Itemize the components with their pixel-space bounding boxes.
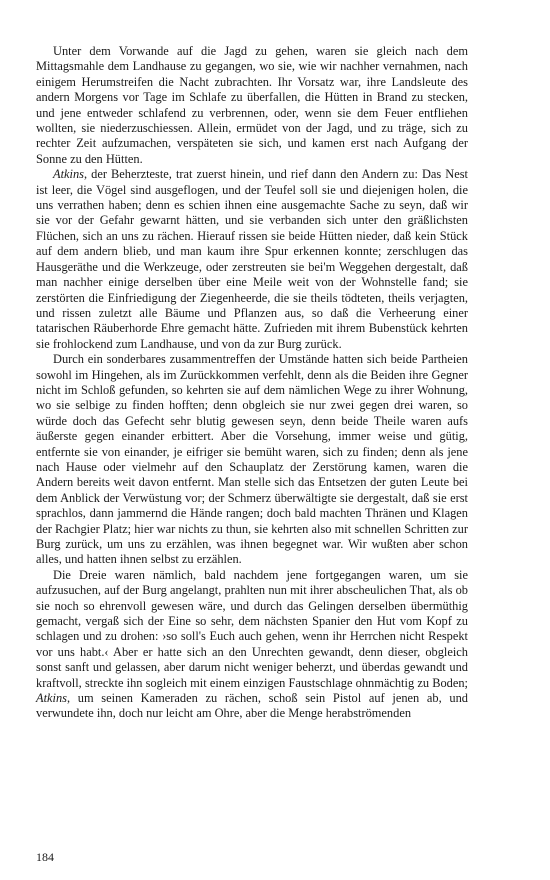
paragraph-4 xyxy=(36,568,468,722)
paragraph-1-text: Unter dem Vorwande auf die Jagd zu gehen, waren sie gleich nach dem Mittagsmahle dem Landhause zu gegangen, wo sie, wie wir nachher vernahmen, nach einigem Herumstreifen die Nacht zubrachten. Ihr Vorsatz war, ihre Landsleute des andern Morgens vor Tage im Schlafe zu überfallen, die Hütten in Brand zu stecken, und jene entweder schlafend zu verbrennen, oder, wenn sie dem Feuer entfliehen wollten, sie niederzuschiessen. Allein, ermüdet von der Jagd, und zu träge, sich zu rechter Zeit aufzumachen, verspäteten sie sich, und kamen erst nach Aufgang der Sonne zu den Hütten. xyxy=(36,44,468,166)
paragraph-1 xyxy=(36,44,468,167)
page-number: 184 xyxy=(36,850,54,864)
paragraph-3-text: Durch ein sonderbares zusammentreffen der Umstände hatten sich beide Partheien sowohl im Hingehen, als im Zurückkommen verfehlt, denn als die Beiden ihre Gegner nicht im Schloß gefunden, so kehrten sie auf dem nämlichen Wege zu ihrer Wohnung, wo sie selbige zu finden hofften; denn obgleich sie nur zwei gegen drei waren, so würde doch das Gefecht sehr blutig gewesen seyn, denn beide Theile waren aufs äußerste gegen einander erbittert. Aber die Vorsehung, immer weise und gütig, entfernte sie von einander, je eifriger sie bemüht waren, sich zu finden; denn als jene nach Hause oder vielmehr auf den Schauplatz der Zerstörung kamen, waren die Andern bereits weit davon entfernt. Man stelle sich das Entsetzen der guten Leute bei dem Anblick der Verwüstung vor; der Schmerz überwältigte sie dergestalt, daß sie erst sprachlos, dann jammernd die Hände rangen; doch bald machten Thränen und Klagen der Rachgier Platz; hier war nichts zu thun, sie kehrten also mit schnellen Schritten zur Burg zurück, um uns zu erzählen, was ihnen begegnet war. Wir wußten aber schon alles, und hatten ihnen selbst zu erzählen. xyxy=(36,352,468,567)
paragraph-2-text: , der Beherzteste, trat zuerst hinein, und rief dann den Andern zu: Das Nest ist leer, die Vögel sind ausgeflogen, und der Teufel soll sie und diejenigen holen, die uns verrathen haben; denn es schien ihnen eine ausgemachte Sache zu seyn, daß wir sie vor der Gefahr gewarnt hätten, und sie verbanden sich unter den gräßlichsten Flüchen, sich an uns zu rächen. Hierauf rissen sie beide Hütten nieder, daß kein Stück auf dem andern blieb, und man kaum ihre Spur erkennen konnte; zerschlugen das Hausgeräthe und die Werkzeuge, oder zerstreuten sie bei'm Weggehen dergestalt, daß man nachher einige derselben über eine Meile weit von der Wohnstelle fand; sie zerstörten die Einfriedigung der Ziegenheerde, die sie theils tödteten, theils verjagten, und rissen zuletzt alle Bäume und Pflanzen aus, so daß die Verheerung einer tatarischen Räuberhorde Ehre gemacht hätte. Zufrieden mit ihrem Bubenstück kehrten sie frohlockend zum Landhause, und von da zur Burg zurück. xyxy=(36,167,468,351)
paragraph-4-continuation-text: , um seinen Kameraden zu rächen, schoß sein Pistol auf jenen ab, und verwundete ihn, doch nur leicht am Ohre, aber die Menge herabströmenden xyxy=(36,691,468,721)
paragraph-4-continuation-lead: Atkins xyxy=(36,691,67,706)
paragraph-4-text: Die Dreie waren nämlich, bald nachdem jene fortgegangen waren, um sie aufzusuchen, auf der Burg angelangt, prahlten nun mit ihrer abscheulichen That, als ob sie noch so ehrenvoll gewesen wäre, und durch das Gelingen derselben übermüthig gemacht, vergaß sich der Eine so sehr, dem nächsten Spanier den Hut vom Kopf zu schlagen und zu drohen: ›so soll's Euch auch gehen, wenn ihr Herrchen nicht Respekt vor uns habt.‹ Aber er hatte sich an den Unrechten gewandt, denn dieser, obgleich sonst sanft und gelassen, aber darum nicht weniger beherzt, und überdas gewandt und kraftvoll, streckte ihn sogleich mit einem einzigen Faustschlage ohnmächtig zu Boden; xyxy=(36,567,468,690)
paragraph-2 xyxy=(36,167,468,352)
paragraph-3 xyxy=(36,352,468,568)
book-page-body xyxy=(36,44,468,844)
paragraph-2-lead: Atkins xyxy=(53,167,84,182)
